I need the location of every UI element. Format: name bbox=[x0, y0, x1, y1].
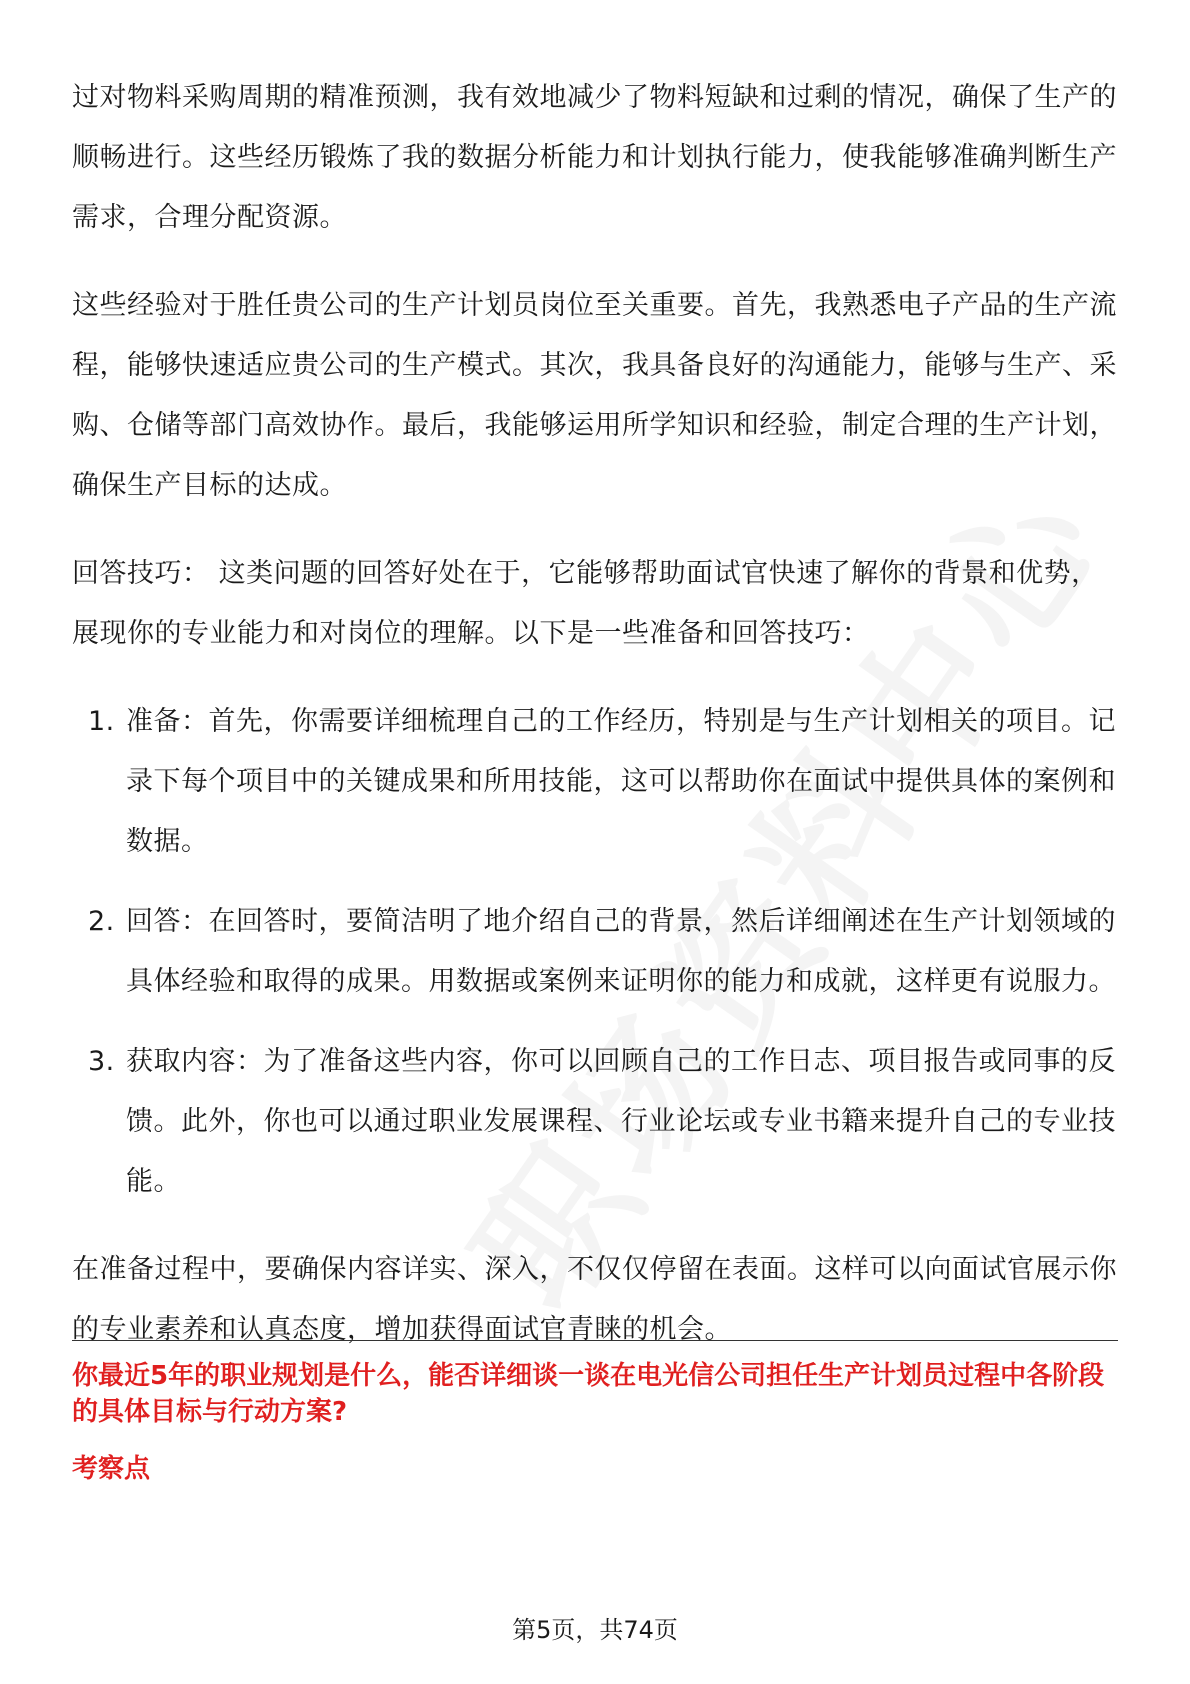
paragraph-1: 过对物料采购周期的精准预测，我有效地减少了物料短缺和过剩的情况，确保了生产的顺畅进行。这些经历锻炼了我的数据分析能力和计划执行能力，使我能够准确判断生产需求，合理分配资源。 bbox=[72, 82, 1117, 233]
list-item-text: 准备：首先，你需要详细梳理自己的工作经历，特别是与生产计划相关的项目。记录下每个项目中的关键成果和所用技能，这可以帮助你在面试中提供具体的案例和数据。 bbox=[126, 706, 1116, 857]
list-item bbox=[72, 1032, 1118, 1212]
list-number: 3. bbox=[88, 1046, 115, 1077]
tips-list bbox=[72, 692, 1118, 1212]
question-heading: 你最近5年的职业规划是什么，能否详细谈一谈在电光信公司担任生产计划员过程中各阶段的具体目标与行动方案? bbox=[72, 1361, 1105, 1427]
paragraph-3: 回答技巧： 这类问题的回答好处在于，它能够帮助面试官快速了解你的背景和优势，展现你的专业能力和对岗位的理解。以下是一些准备和回答技巧： bbox=[72, 558, 1099, 649]
section-divider bbox=[72, 1340, 1118, 1341]
list-number: 1. bbox=[88, 706, 115, 737]
document-body bbox=[72, 68, 1118, 1388]
list-item bbox=[72, 892, 1118, 1012]
list-number: 2. bbox=[88, 906, 115, 937]
list-item-text: 获取内容：为了准备这些内容，你可以回顾自己的工作日志、项目报告或同事的反馈。此外，你也可以通过职业发展课程、行业论坛或专业书籍来提升自己的专业技能。 bbox=[126, 1046, 1116, 1197]
list-item-text: 回答：在回答时，要简洁明了地介绍自己的背景，然后详细阐述在生产计划领域的具体经验和取得的成果。用数据或案例来证明你的能力和成就，这样更有说服力。 bbox=[126, 906, 1116, 997]
section-label: 考察点 bbox=[72, 1454, 151, 1484]
closing-paragraph: 在准备过程中，要确保内容详实、深入，不仅仅停留在表面。这样可以向面试官展示你的专业素养和认真态度，增加获得面试官青睐的机会。 bbox=[72, 1254, 1117, 1345]
page-footer: 第5页，共74页 bbox=[512, 1616, 678, 1644]
paragraph-2: 这些经验对于胜任贵公司的生产计划员岗位至关重要。首先，我熟悉电子产品的生产流程，能够快速适应贵公司的生产模式。其次，我具备良好的沟通能力，能够与生产、采购、仓储等部门高效协作。最后，我能够运用所学知识和经验，制定合理的生产计划，确保生产目标的达成。 bbox=[72, 290, 1117, 501]
list-item bbox=[72, 692, 1118, 872]
